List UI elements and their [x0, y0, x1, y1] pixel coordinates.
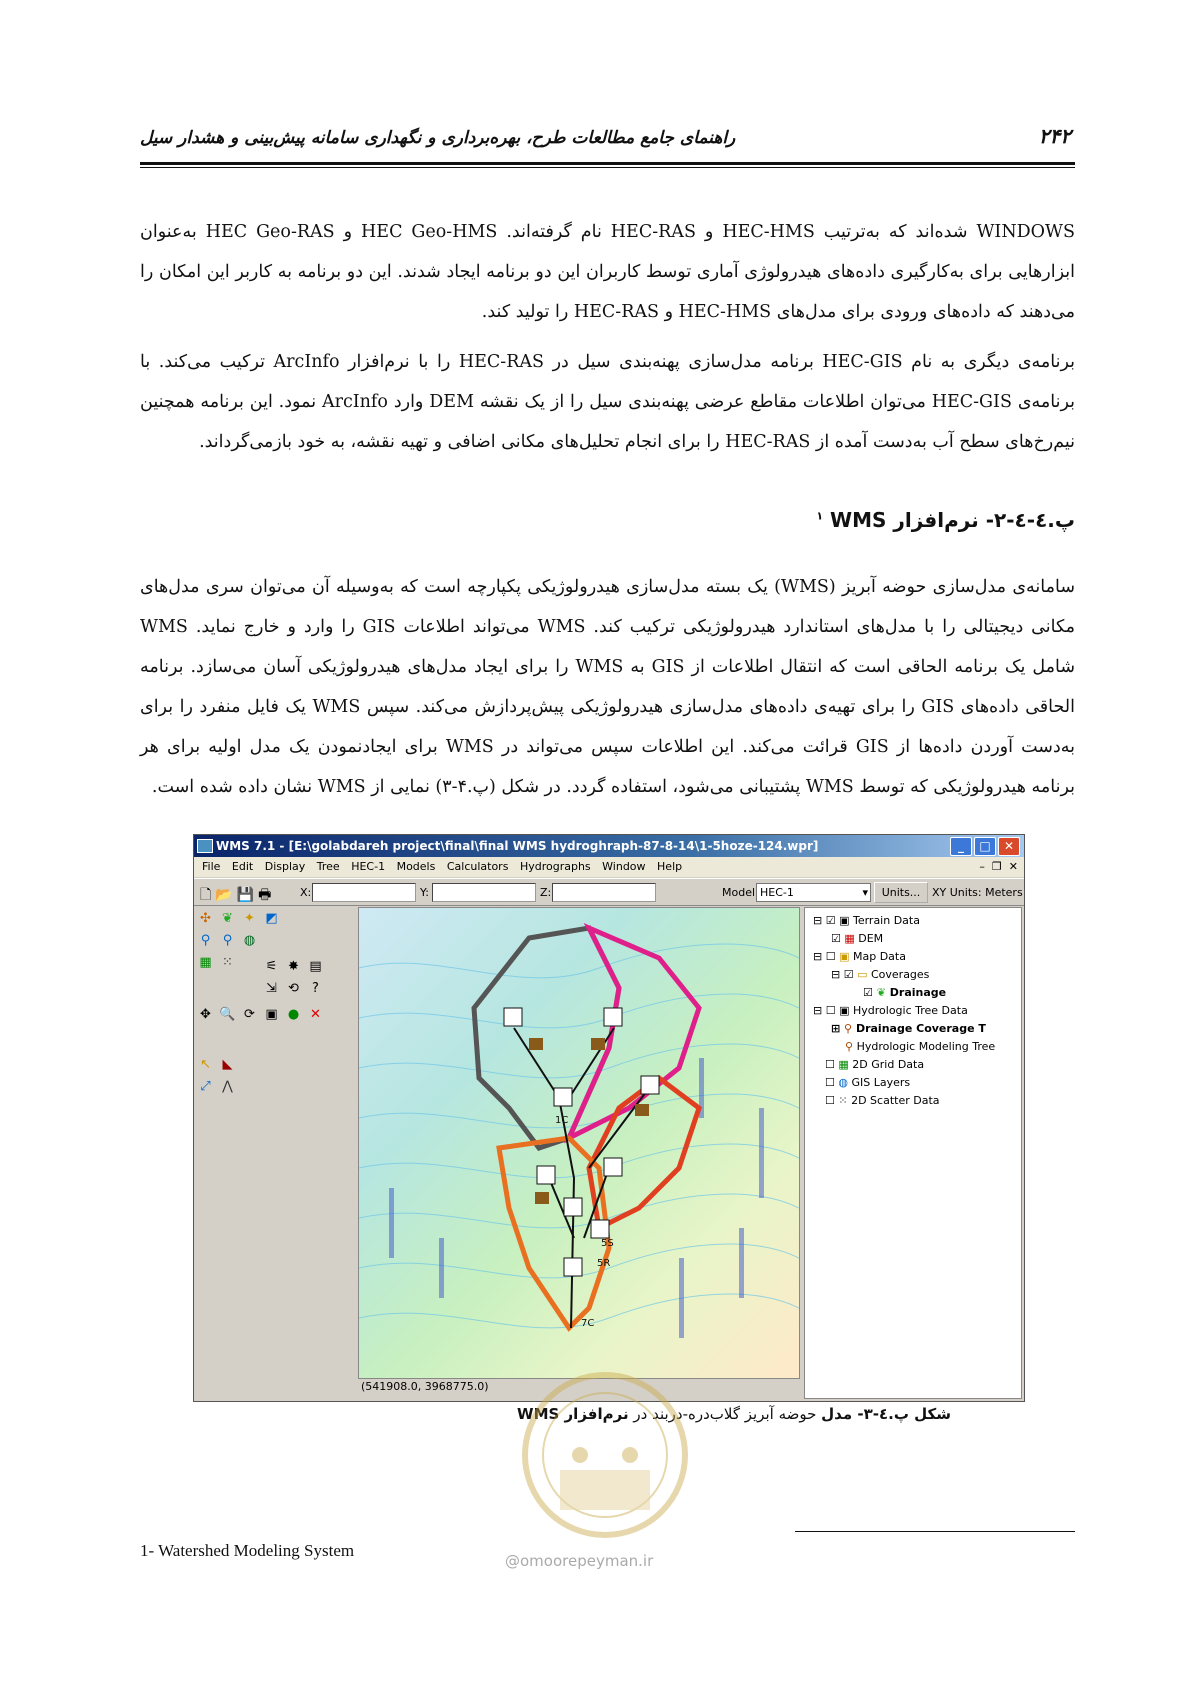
pan-icon[interactable]: ✥ [200, 1007, 211, 1022]
menu-edit[interactable]: Edit [231, 860, 254, 873]
tree-item-drainage[interactable]: ☑ ❦ Drainage [863, 986, 947, 999]
page-header [140, 118, 1075, 168]
x-field[interactable] [312, 883, 416, 902]
toolbar [194, 878, 1024, 906]
y-field[interactable] [432, 883, 536, 902]
menu-window[interactable]: Window [602, 860, 646, 873]
tool-select-icon[interactable]: ⚟ [265, 959, 278, 974]
tree-item-map-data[interactable]: ⊟ ☐ ▣ Map Data [813, 950, 906, 963]
menu-tree[interactable]: Tree [316, 860, 340, 873]
x-label: X: [300, 886, 312, 899]
paragraph-hec-geo: WINDOWS شده‌اند که به‌ترتیب HEC-HMS و HEC-RAS نام گرفته‌اند. HEC Geo-HMS و HEC Geo-RAS به‌عنوان ابزارهایی برای به‌کارگیری داده‌های هیدرولوژی آماری توسط کاربران این دو برنامه ایجاد شدند. این دو برنامه به کاربر این امکان را می‌دهند که داده‌های ورودی برای مدل‌های HEC-HMS و HEC-RAS را تولید کند. [140, 222, 1076, 322]
drainage-coverage-icon: ❦ [876, 986, 886, 999]
model-label: Model [722, 886, 756, 899]
model-select[interactable] [756, 883, 871, 902]
globe-icon: ◍ [838, 1076, 848, 1089]
map-data-icon: ▣ [839, 950, 850, 963]
tree-label: Coverages [870, 968, 930, 981]
grid-icon: ▦ [838, 1058, 849, 1071]
map-label-5s: 5S [601, 1238, 614, 1249]
header-rule-thick [140, 162, 1075, 165]
tool-scatter-icon[interactable]: ✸ [288, 959, 299, 974]
maximize-icon[interactable]: □ [974, 837, 996, 856]
select-tool-icon[interactable]: ↖ [200, 1057, 211, 1072]
tree-item-2d-grid-data[interactable]: ☐ ▦ 2D Grid Data [825, 1058, 925, 1071]
tree-label: Drainage [889, 986, 947, 999]
scatter-icon: ⁙ [838, 1094, 848, 1107]
z-label: Z: [540, 886, 552, 899]
y-label: Y: [420, 886, 429, 899]
map-label-7c: 7C [581, 1318, 595, 1329]
section-heading [816, 508, 1075, 532]
tree-label: Hydrologic Tree Data [852, 1004, 968, 1017]
model-value: HEC-1 [760, 886, 794, 899]
mdi-controls[interactable]: – ❐ ✕ [979, 860, 1018, 873]
tree-item-gis-layers[interactable]: ☐ ◍ GIS Layers [825, 1076, 911, 1089]
map-label-5r: 5R [597, 1258, 611, 1269]
tree-item-drainage-coverage-tree[interactable]: ⊞ ⚲ Drainage Coverage T [831, 1022, 986, 1035]
tool-frame-icon[interactable]: ⇲ [266, 981, 277, 996]
close-icon[interactable]: ✕ [998, 837, 1020, 856]
caption-rest: حوضه آبریز گلاب‌دره-دربند در [633, 1405, 817, 1423]
tree-label: Terrain Data [852, 914, 920, 927]
module-terrain-icon[interactable]: ✣ [200, 911, 211, 926]
caption-suffix: نرم‌افزار WMS [517, 1405, 629, 1423]
footnote-ref: ١ [816, 509, 824, 523]
tree-node-icon: ⚲ [844, 1022, 853, 1035]
delete-icon[interactable]: ✕ [310, 1007, 321, 1022]
menu-file[interactable]: File [202, 860, 221, 873]
wms-screenshot [193, 834, 1025, 1402]
page-number: ۲۴۲ [1038, 124, 1071, 148]
menu-calculators[interactable]: Calculators [446, 860, 509, 873]
paragraph-hec-gis: برنامه‌ی دیگری به نام HEC-GIS برنامه مدل‌سازی پهنه‌بندی سیل در HEC-RAS را با نرم‌افزار ArcInfo ترکیب می‌کند. با برنامه‌ی HEC-GIS می‌توان اطلاعات مقاطع عرضی پهنه‌بندی سیل را از یک نقشه DEM وارد ArcInfo نمود. این برنامه همچنین نیم‌رخ‌های سطح آب به‌دست آمده از HEC-RAS را برای انجام تحلیل‌های مکانی اضافی و تهیه نقشه، به خود بازمی‌گرداند. [140, 352, 1076, 452]
watermark-text [505, 1552, 653, 1570]
footnote-rule [795, 1531, 1075, 1532]
window-titlebar[interactable] [194, 835, 1024, 857]
z-field[interactable] [552, 883, 656, 902]
module-map-icon[interactable]: ❦ [222, 911, 233, 926]
section-heading-text: پ.٤-٤-٢- نرم‌افزار WMS [830, 508, 1075, 532]
outlet-tool-icon[interactable]: ◣ [222, 1057, 233, 1072]
folder-icon: ▭ [857, 968, 868, 981]
paragraph-wms: سامانه‌ی مدل‌سازی حوضه آبریز (WMS) یک بسته مدل‌سازی هیدرولوژیکی پکپارچه است که به‌وسیله آن می‌توان سری مدل‌های مکانی دیجیتالی را با مدل‌های استاندارد هیدرولوژیکی ترکیب کند. WMS می‌تواند اطلاعات GIS را وارد و خارج نماید. WMS شامل یک برنامه الحاقی است که انتقال اطلاعات از GIS به WMS را برای ایجاد مدل‌های هیدرولوژیکی آسان می‌سازد. برنامه الحاقی داده‌های GIS را برای تهیه‌ی داده‌های مدل‌سازی هیدرولوژیکی پیش‌پردازش می‌کند. سپس WMS یک فایل منفرد را برای به‌دست آوردن داده‌ها از GIS قرائت می‌کند. این اطلاعات سپس می‌تواند در WMS برای ایجادنمودن یک مدل اولیه برای هر برنامه هیدرولوژیکی که توسط WMS پشتیبانی می‌شود، استفاده گردد. در شکل (پ.۴-۳) نمایی از WMS نشان داده شده است. [140, 577, 1075, 797]
menu-hydrographs[interactable]: Hydrographs [519, 860, 591, 873]
menu-help[interactable]: Help [657, 860, 683, 873]
minimize-icon[interactable]: _ [950, 837, 972, 856]
module-tree-icon[interactable]: ⚲ [200, 933, 211, 948]
tree-label: DEM [858, 932, 884, 945]
module-scatter-icon[interactable]: ⁙ [222, 955, 233, 970]
menu-bar [194, 857, 1024, 877]
map-label-1c: 1C [555, 1115, 569, 1126]
menu-display[interactable]: Display [264, 860, 306, 873]
tree-item-terrain-data[interactable]: ⊟ ☑ ▣ Terrain Data [813, 914, 920, 927]
zoom-icon[interactable]: 🔍 [219, 1007, 236, 1022]
tree-label: 2D Grid Data [852, 1058, 925, 1071]
watershed-map[interactable] [358, 907, 800, 1379]
tree-item-hydrologic-modeling-tree[interactable] [845, 1040, 995, 1053]
tree-item-hydrologic-tree-data[interactable]: ⊟ ☐ ▣ Hydrologic Tree Data [813, 1004, 968, 1017]
xy-units: XY Units: Meters [932, 886, 1023, 899]
map-svg [359, 908, 799, 1378]
wms-app-icon [197, 839, 213, 853]
tree-label: GIS Layers [851, 1076, 911, 1089]
tool-help-icon[interactable]: ? [312, 981, 319, 996]
status-coordinates: (541908.0, 3968775.0) [361, 1380, 489, 1393]
ball-icon[interactable]: ● [287, 1007, 300, 1022]
hydro-tree-icon: ▣ [839, 1004, 850, 1017]
tool-table-icon[interactable]: ▤ [309, 959, 322, 974]
watermark-seal [490, 1360, 720, 1540]
tree-item-coverages[interactable]: ⊟ ☑ ▭ Coverages [831, 968, 930, 981]
menu-models[interactable]: Models [396, 860, 436, 873]
units-button[interactable]: Units... [874, 882, 928, 903]
tree-label: 2D Scatter Data [851, 1094, 940, 1107]
running-title: راهنمای جامع مطالعات طرح، بهره‌برداری و نگهداری سامانه پیش‌بینی و هشدار سیل [140, 128, 736, 148]
tool-refresh-icon[interactable]: ⟲ [288, 981, 299, 996]
stream-tool-icon[interactable]: ⤢ [200, 1079, 211, 1094]
header-rule-thin [140, 167, 1075, 168]
module-2dgrid-icon[interactable]: ▦ [199, 955, 212, 970]
dem-icon: ▦ [844, 932, 855, 945]
window-title: WMS 7.1 - [E:\golabdareh project\final\final WMS hydroghraph-87-8-14\1-5hoze-124.wpr] [216, 839, 819, 853]
tree-label: Hydrologic Modeling Tree [856, 1040, 996, 1053]
display-options-icon[interactable]: ▣ [265, 1007, 278, 1022]
module-globe-icon[interactable]: ◍ [243, 933, 256, 948]
caption-prefix: شکل پ.٤-٣- مدل [821, 1405, 951, 1423]
tree-item-2d-scatter-data[interactable]: ☐ ⁙ 2D Scatter Data [825, 1094, 940, 1107]
watermark-domain: omoorepeyman.ir [520, 1552, 654, 1570]
module-drainage-icon[interactable]: ⚲ [222, 933, 233, 948]
tree-label: Drainage Coverage T [855, 1022, 986, 1035]
module-hydro-icon[interactable]: ✦ [244, 911, 255, 926]
menu-hec1[interactable]: HEC-1 [351, 860, 386, 873]
tree-item-dem[interactable]: ☑ ▦ DEM [831, 932, 884, 945]
footnote: 1- Watershed Modeling System [140, 1541, 355, 1560]
project-explorer-tree [804, 907, 1022, 1399]
module-grid-icon[interactable]: ◩ [265, 911, 278, 926]
at-icon: @ [505, 1552, 520, 1570]
tool-palette [194, 905, 354, 1401]
tree-node-icon: ⚲ [845, 1040, 854, 1053]
file-toolbar-icons[interactable]: 🗋📂💾🖶 [200, 887, 276, 903]
hydrograph-tool-icon[interactable]: ⋀ [222, 1079, 233, 1094]
chevron-down-icon: ▾ [862, 886, 868, 899]
tree-label: Map Data [852, 950, 906, 963]
rotate-icon[interactable]: ⟳ [244, 1007, 255, 1022]
